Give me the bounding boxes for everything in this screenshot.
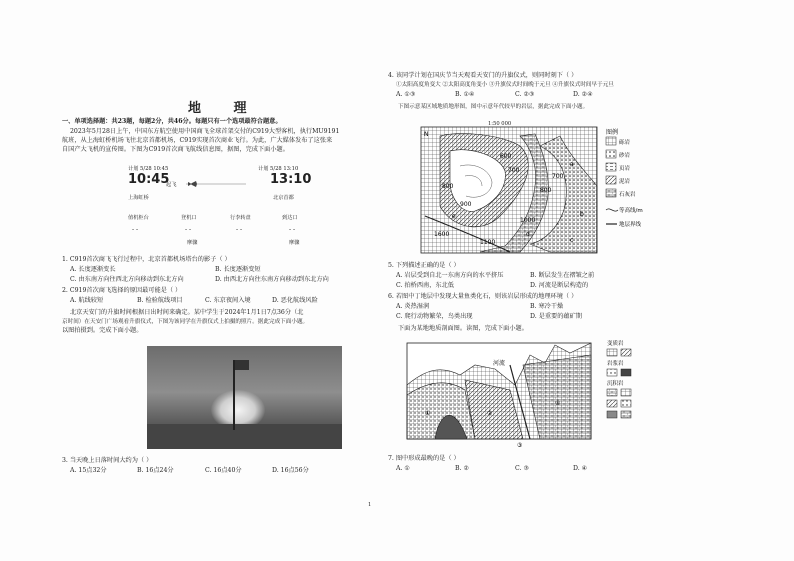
q2-option-b: B. 检验航线项目 (137, 297, 183, 304)
arrival-airport: 北京首都 (273, 195, 294, 201)
legend-metamorphic: 变质岩 (607, 341, 624, 347)
map-letter-a: a (570, 161, 574, 168)
departure-time: 10:45 (128, 172, 170, 187)
gate-value: - - (185, 226, 192, 233)
legend-sedimentary: 沉积岩 (607, 381, 624, 387)
contour-1100: 1100 (480, 239, 496, 246)
q3-option-c: C. 16点40分 (205, 467, 242, 474)
flag-icon (235, 360, 249, 370)
geologic-profile (405, 335, 655, 450)
q7-option-d: D. ④ (573, 465, 588, 472)
q2-stem: 2. C919首次商飞选择的原因最可能是（ ） (62, 287, 182, 294)
q2-option-a: A. 航线较短 (70, 297, 104, 304)
q5-stem: 5. 下列描述正确的是（ ） (388, 262, 460, 269)
baggage-value: - - (236, 226, 243, 233)
profile-intro: 下面为某地地质剖面图。读图，完成下面小题。 (398, 325, 528, 332)
subject-title: 地 理 (188, 101, 261, 116)
legend-igneous: 岩浆岩 (607, 361, 624, 367)
hint-left: 摩骤 (187, 240, 198, 246)
q2-option-c: C. 东京夜间入境 (205, 297, 251, 304)
geologic-map (420, 126, 666, 254)
river-label: 河流 (493, 360, 506, 367)
q2-option-d: D. 恶化航线风险 (272, 297, 318, 304)
legend-contour: 等高线/m (619, 208, 643, 214)
flag-pole (233, 360, 235, 430)
arrival-gate-label: 到达口 (282, 215, 298, 221)
map-letter-n: N (424, 131, 429, 138)
section2-intro-1: 北京天安门的升旗时间根据日出时间来确定。某中学生于2024年1月1日7点36分（北 (70, 309, 304, 316)
q7-option-b: B. ② (455, 465, 470, 472)
arrival-date: 计划 5/28 13:10 (258, 166, 299, 172)
flag-raising-photo (147, 346, 342, 449)
checkin-value: - - (132, 226, 139, 233)
q4-sub: ①太阳高度角变大 ②太阳高度角变小 ③升旗仪式时间晚于元旦 ④升旗仪式时间早于元旦 (396, 82, 614, 88)
contour-900: 900 (460, 201, 472, 208)
q6-option-c: C. 爬行动物繁荣，鸟类出现 (396, 313, 473, 320)
map-letter-c: c (570, 237, 574, 244)
q1-option-c: C. 由东南方向往西北方向移动到东北方向 (70, 276, 184, 283)
map-letter-e: e (452, 213, 456, 220)
baggage-label: 行李转盘 (230, 215, 251, 221)
legend-shale: 页岩 (619, 166, 631, 172)
hint-right: 摩骤 (289, 240, 300, 246)
contour-700: 700 (508, 167, 520, 174)
legend-conglomerate: 砾岩 (619, 140, 631, 146)
airplane-icon (184, 178, 248, 190)
q7-stem: 7. 图中形成最晚的是（ ） (388, 455, 460, 462)
departure-airport: 上海虹桥 (128, 195, 149, 201)
map-letter-d: d (526, 231, 530, 238)
checkin-label: 值机柜台 (128, 215, 149, 221)
legend-mudstone: 泥岩 (619, 179, 631, 185)
q6-option-b: B. 寒冷干燥 (530, 303, 564, 310)
intro-line-3: 自国产大飞机的宣传图。下图为C919首次商飞航线信息图，据图，完成下面小题。 (62, 146, 289, 153)
q7-option-a: A. ① (396, 465, 410, 472)
departure-suffix: 起飞 (166, 182, 177, 188)
contour-1600: 1600 (434, 231, 450, 238)
section2-intro-2: 京时间）在天安门广场观看升旗仪式，下图为该同学在升旗仪式上拍摄的照片。据此完成下面小题。 (62, 319, 309, 325)
q3-stem: 3. 当天晚上日落时间大约为（ ） (62, 457, 153, 464)
q6-option-a: A. 炎热湿润 (396, 303, 430, 310)
page-number: 1 (368, 502, 372, 508)
q1-option-b: B. 长度逐渐变短 (215, 266, 261, 273)
q4-option-b: B. ①④ (455, 91, 475, 98)
arrival-time: 13:10 (270, 172, 312, 187)
legend-sandstone: 砂岩 (619, 153, 631, 159)
q1-stem: 1. C919首次商飞飞行过程中，北京首都机场塔台的影子（ ） (62, 256, 231, 263)
intro-line-2: 航班，从上海虹桥机场飞往北京首都机场，C919实现首次商业飞行。为此，广大媒体发布了这张来 (62, 137, 333, 144)
intro-line-1: 2023年5月28日上午，中国东方航空使用中国商飞全球首架交付的C919大型客机，执行MU9191 (70, 128, 340, 135)
contour-800b: 800 (540, 187, 552, 194)
contour-1000: 1000 (520, 217, 536, 224)
q3-option-a: A. 15点32分 (70, 467, 107, 474)
legend-boundary: 地层界线 (619, 222, 642, 228)
q5-option-b: B. 断层发生在褶皱之前 (530, 272, 595, 279)
map-intro: 下图示意某区域地质地形图，图中示意年代较早的岩层，据此完成下面小题。 (398, 104, 589, 110)
contour-600: 600 (500, 153, 512, 160)
q6-option-d: D. 是重要的蕴矿期 (530, 313, 582, 320)
marker-2: ② (487, 410, 493, 417)
q6-stem: 6. 若图中丁地层中发现大量鱼类化石，则该岩层形成的地理环境（ ） (388, 293, 578, 300)
q4-option-d: D. ②④ (573, 91, 593, 98)
q1-option-d: D. 由西北方向往东南方向移动到东北方向 (215, 276, 329, 283)
q1-option-a: A. 长度逐渐变长 (70, 266, 116, 273)
photo-ground (147, 424, 342, 449)
q3-option-b: B. 16点24分 (137, 467, 174, 474)
arrival-gate-value: - - (289, 226, 296, 233)
marker-1: ① (425, 410, 431, 417)
q5-option-c: C. 拍桥西南，东北低 (396, 282, 454, 289)
gate-label: 登机口 (181, 215, 197, 221)
legend-limestone: 石灰岩 (619, 192, 636, 198)
departure-date: 计划 5/28 10:45 (128, 166, 169, 172)
section2-intro-tail: 以图拍摄到。完成下面小题。 (62, 327, 143, 334)
q3-option-d: D. 16点56分 (272, 467, 309, 474)
q5-option-a: A. 岩层受到自北一东南方向的水平挤压 (396, 272, 504, 279)
contour-700b: 700 (552, 173, 564, 180)
marker-3: ③ (517, 442, 523, 449)
q4-stem: 4. 该同学计划在国庆节当天观看天安门的升旗仪式，则同时刻下（ ） (388, 72, 578, 79)
q5-option-d: D. 河流是断层构造的 (530, 282, 589, 289)
contour-800: 800 (442, 183, 454, 190)
q7-option-c: C. ③ (515, 465, 529, 472)
map-letter-b: b (580, 211, 584, 218)
legend-title: 图例 (606, 129, 619, 136)
q4-option-c: C. ②③ (515, 91, 535, 98)
map-scale: 1:50 000 (488, 121, 512, 127)
section-heading: 一、单项选择题：共23题，每题2分，共46分。每题只有一个选项最符合题意。 (62, 118, 282, 125)
q4-option-a: A. ①③ (396, 91, 416, 98)
marker-4: ④ (555, 400, 561, 407)
